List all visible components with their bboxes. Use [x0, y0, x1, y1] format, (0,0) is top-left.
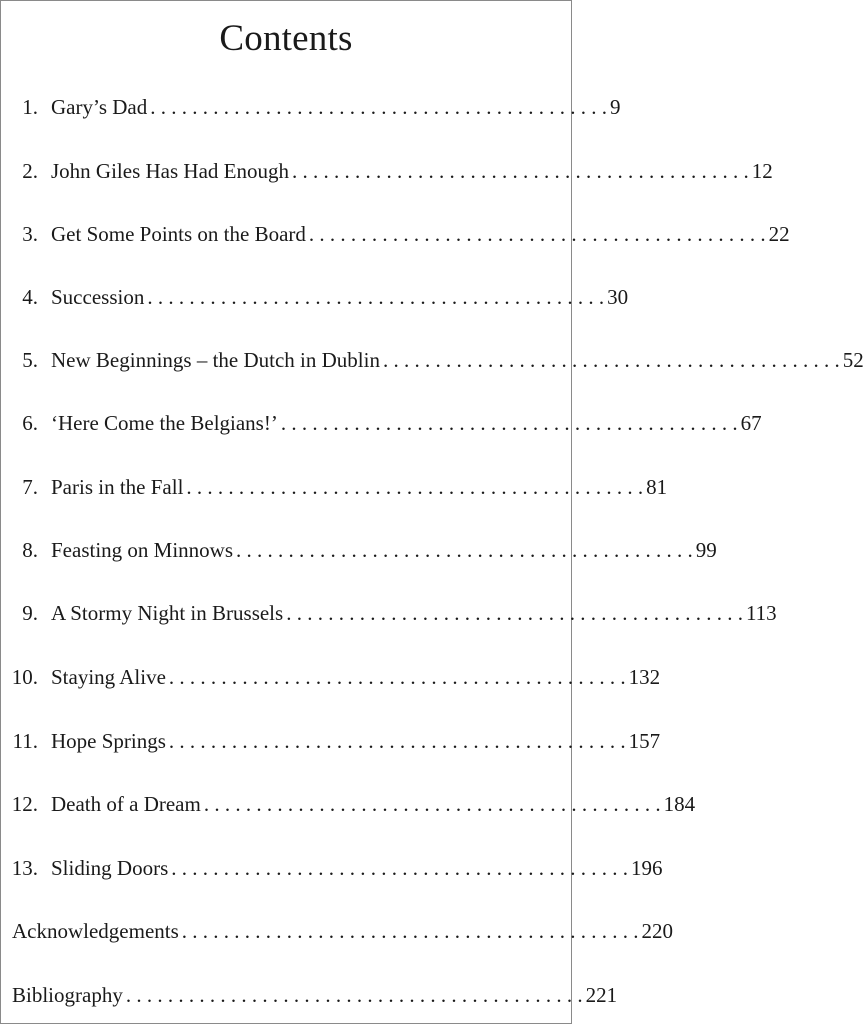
- dot-leader: . . . . . . . . . . . . . . . . . . . . . . . . . . . . . . . . . . . . . . . . . . . .: [280, 411, 738, 435]
- section-title: Bibliography: [12, 983, 123, 1007]
- toc-entry[interactable]: [1, 344, 864, 376]
- page-title: Contents: [219, 18, 353, 59]
- page-number: 196: [631, 856, 663, 880]
- chapter-number: 10.: [11, 665, 38, 689]
- dot-leader: . . . . . . . . . . . . . . . . . . . . . . . . . . . . . . . . . . . . . . . . . . . .: [291, 159, 749, 183]
- chapter-title: John Giles Has Had Enough: [51, 159, 289, 183]
- chapter-number: 3.: [22, 222, 38, 246]
- chapter-number: 9.: [22, 601, 38, 625]
- toc-entry[interactable]: [1, 979, 618, 1011]
- chapter-title: A Stormy Night in Brussels: [51, 601, 284, 625]
- toc-entry[interactable]: [1, 471, 668, 503]
- chapter-number: 4.: [22, 285, 38, 309]
- dot-leader: . . . . . . . . . . . . . . . . . . . . . . . . . . . . . . . . . . . . . . . . . . . .: [181, 919, 639, 943]
- dot-leader: . . . . . . . . . . . . . . . . . . . . . . . . . . . . . . . . . . . . . . . . . . . .: [186, 475, 644, 499]
- page-number: 22: [768, 222, 790, 246]
- chapter-title: Hope Springs: [51, 729, 166, 753]
- page-number: 52: [842, 348, 864, 372]
- dot-leader: . . . . . . . . . . . . . . . . . . . . . . . . . . . . . . . . . . . . . . . . . . . .: [168, 729, 626, 753]
- toc-entry[interactable]: [1, 281, 629, 313]
- page-number: 113: [745, 601, 777, 625]
- chapter-number: 7.: [22, 475, 38, 499]
- dot-leader: . . . . . . . . . . . . . . . . . . . . . . . . . . . . . . . . . . . . . . . . . . . .: [382, 348, 840, 372]
- dot-leader: . . . . . . . . . . . . . . . . . . . . . . . . . . . . . . . . . . . . . . . . . . . .: [308, 222, 766, 246]
- chapter-number: 11.: [12, 729, 38, 753]
- chapter-title: New Beginnings – the Dutch in Dublin: [51, 348, 380, 372]
- dot-leader: . . . . . . . . . . . . . . . . . . . . . . . . . . . . . . . . . . . . . . . . . . . .: [236, 538, 693, 562]
- chapter-title: Sliding Doors: [51, 856, 169, 880]
- toc-entry[interactable]: [1, 852, 663, 884]
- toc-entry[interactable]: [1, 788, 696, 820]
- dot-leader: . . . . . . . . . . . . . . . . . . . . . . . . . . . . . . . . . . . . . . . . . . . .: [171, 856, 629, 880]
- toc-entry[interactable]: [1, 218, 790, 250]
- toc-entry[interactable]: [1, 915, 674, 947]
- page-number: 9: [609, 95, 621, 119]
- dot-leader: . . . . . . . . . . . . . . . . . . . . . . . . . . . . . . . . . . . . . . . . . . . .: [286, 601, 743, 625]
- dot-leader: . . . . . . . . . . . . . . . . . . . . . . . . . . . . . . . . . . . . . . . . . . . .: [147, 285, 605, 309]
- page-number: 30: [607, 285, 629, 309]
- chapter-title: Paris in the Fall: [51, 475, 184, 499]
- page-number: 221: [585, 983, 618, 1007]
- chapter-number: 12.: [11, 792, 38, 816]
- toc-entry[interactable]: [1, 407, 762, 439]
- chapter-title: Death of a Dream: [51, 792, 201, 816]
- chapter-title: ‘Here Come the Belgians!’: [51, 411, 278, 435]
- toc-entry[interactable]: [1, 534, 717, 566]
- chapter-number: 1.: [22, 95, 38, 119]
- page-number: 12: [751, 159, 773, 183]
- page-number: 99: [695, 538, 717, 562]
- dot-leader: . . . . . . . . . . . . . . . . . . . . . . . . . . . . . . . . . . . . . . . . . . . .: [203, 792, 661, 816]
- section-title: Acknowledgements: [12, 919, 179, 943]
- chapter-number: 2.: [22, 159, 38, 183]
- dot-leader: . . . . . . . . . . . . . . . . . . . . . . . . . . . . . . . . . . . . . . . . . . . .: [125, 983, 583, 1007]
- chapter-number: 13.: [11, 856, 38, 880]
- toc-entry[interactable]: [1, 725, 661, 757]
- page-number: 81: [646, 475, 668, 499]
- dot-leader: . . . . . . . . . . . . . . . . . . . . . . . . . . . . . . . . . . . . . . . . . . . .: [168, 665, 626, 689]
- page-number: 184: [663, 792, 696, 816]
- toc-entry[interactable]: [1, 597, 777, 629]
- chapter-number: 8.: [22, 538, 38, 562]
- chapter-title: Gary’s Dad: [51, 95, 148, 119]
- page-number: 132: [628, 665, 661, 689]
- toc-entry[interactable]: [1, 661, 661, 693]
- page-number: 157: [628, 729, 661, 753]
- chapter-title: Get Some Points on the Board: [51, 222, 306, 246]
- page-number: 220: [641, 919, 674, 943]
- dot-leader: . . . . . . . . . . . . . . . . . . . . . . . . . . . . . . . . . . . . . . . . . . . .: [150, 95, 607, 119]
- toc-entry[interactable]: [1, 155, 773, 187]
- toc-entry[interactable]: [1, 91, 621, 123]
- chapter-title: Feasting on Minnows: [51, 538, 234, 562]
- page-number: 67: [740, 411, 762, 435]
- chapter-number: 6.: [22, 411, 38, 435]
- chapter-title: Staying Alive: [51, 665, 166, 689]
- chapter-title: Succession: [51, 285, 145, 309]
- chapter-number: 5.: [22, 348, 38, 372]
